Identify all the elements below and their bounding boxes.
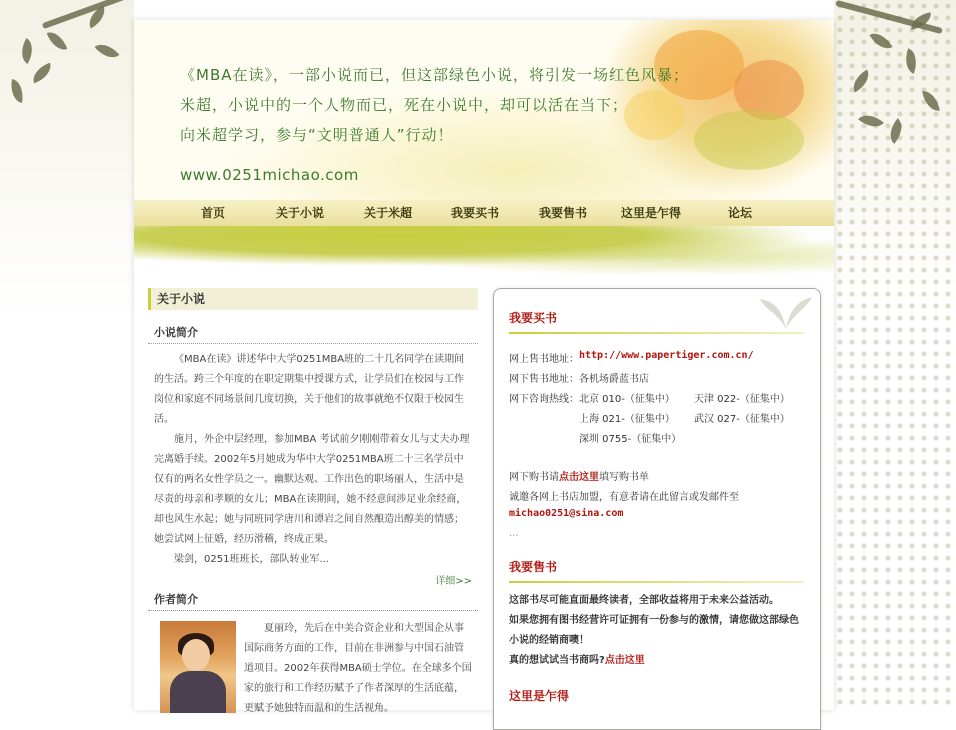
nav-home[interactable]: 首页 (201, 206, 226, 220)
banner-tagline-1: 《MBA在读》，一部小说而已，但这部绿色小说，将引发一场红色风暴； (180, 66, 689, 84)
hotline-shenzhen: 深圳 0755-（征集中） (579, 434, 682, 445)
section-heading-about: 关于小说 (148, 288, 478, 310)
sell-text-1: 这部书尽可能直面最终读者，全部收益将用于未来公益活动。 (509, 595, 779, 606)
novel-intro-paragraph-1: 《MBA在读》讲述华中大学0251MBA班的二十几名同学在读期间的生活。跨三个年度的在职定期集中授课方式，让学员们在校园与工作岗位和家庭不同场景间几度切换，关于他们的故事就绝不仅限于校园生活。 (154, 354, 465, 425)
online-store-label: 网上售书地址： (509, 354, 579, 365)
divider (509, 581, 804, 583)
join-invite-text: 诚邀各网上书店加盟，有意者请在此留言或发邮件至 (509, 492, 739, 503)
online-store-link[interactable]: http://www.papertiger.com.cn/ (579, 350, 754, 361)
banner-tagline-3: 向米超学习，参与“文明普通人”行动！ (180, 126, 454, 144)
flower-icon (756, 291, 816, 331)
hotline-shanghai: 上海 021-（征集中） (579, 414, 675, 425)
hotline-wuhan: 武汉 027-（征集中） (694, 414, 790, 425)
sell-text-2: 如果您拥有图书经营许可证拥有一份参与的激情，请您做这部绿色小说的经销商噢！ (509, 615, 799, 646)
novel-intro-heading: 小说简介 (148, 324, 478, 344)
author-intro-heading: 作者简介 (148, 591, 478, 611)
contact-email-link[interactable]: michao0251@sina.com (509, 508, 624, 519)
header-banner (134, 20, 834, 200)
nav-about-michao[interactable]: 关于米超 (364, 206, 413, 220)
page-container (134, 20, 834, 714)
buy-info (509, 346, 820, 544)
nav-about-novel[interactable]: 关于小说 (276, 206, 325, 220)
author-intro (148, 619, 478, 729)
author-photo (160, 621, 236, 713)
nav-buy-book[interactable]: 我要买书 (451, 206, 500, 220)
about-novel-section (148, 288, 478, 729)
ellipsis: ... (509, 528, 519, 539)
banner-tagline-2: 米超，小说中的一个人物而已，死在小说中，却可以活在当下； (180, 96, 629, 114)
main-nav (134, 200, 834, 226)
order-form-link[interactable]: 点击这里 (559, 472, 599, 483)
buy-book-title: 我要买书 (509, 311, 558, 325)
nav-decoration (134, 226, 834, 276)
more-details-link[interactable]: 详细>> (435, 576, 472, 587)
author-intro-text: 夏丽玲，先后在中美合资企业和大型国企从事国际商务方面的工作，目前在非洲参与中国石油管道项目。2002年获得MBA硕士学位。在全球多个国家的旅行和工作经历赋予了作者深厚的生活底蕴，更赋予她独特而温和的生活视角。 (244, 623, 472, 714)
left-foliage-decoration (0, 0, 134, 710)
sell-book-title: 我要售书 (509, 560, 558, 574)
offline-store-label: 网下售书地址： (509, 374, 579, 385)
chad-title: 这里是乍得 (509, 689, 570, 703)
hotline-tianjin: 天津 022-（征集中） (694, 394, 790, 405)
become-seller-link[interactable]: 点击这里 (604, 655, 645, 666)
hotline-label: 网下咨询热线： (509, 394, 579, 405)
nav-forum[interactable]: 论坛 (728, 206, 753, 220)
sell-info (494, 591, 820, 671)
nav-sell-book[interactable]: 我要售书 (539, 206, 588, 220)
right-foliage-decoration (834, 0, 956, 710)
divider (509, 332, 804, 334)
novel-intro-paragraph-2: 施月，外企中层经理，参加MBA 考试前夕刚刚带着女儿与丈夫办理完离婚手续。2002年5月她成为华中大学0251MBA班二十三名学员中仅有的两名女性学员之一。幽默达观、工作出色的职场丽人，生活中是尽责的母亲和孝顺的女儿；MBA在读期间，她不经意间涉足业余经商，却也风生水起；她与同班同学唐川和谭岩之间自然酿造出醇美的情感；她尝试网上征婚，经历滑稽，终成正果。 (154, 434, 470, 545)
sell-text-3: 真的想试试当书商吗? (509, 655, 605, 666)
sidebar-panel (493, 288, 821, 730)
offline-store-value: 各机场爵蓝书店 (579, 374, 649, 385)
order-text-prefix: 网下购书请 (509, 472, 559, 483)
novel-intro-paragraph-3: 梁剑，0251班班长，部队转业军... (174, 554, 329, 565)
order-text-suffix: 填写购书单 (599, 472, 649, 483)
banner-site-url: www.0251michao.com (180, 166, 359, 184)
hotline-beijing: 北京 010-（征集中） (579, 394, 675, 405)
nav-chad[interactable]: 这里是乍得 (621, 206, 682, 220)
